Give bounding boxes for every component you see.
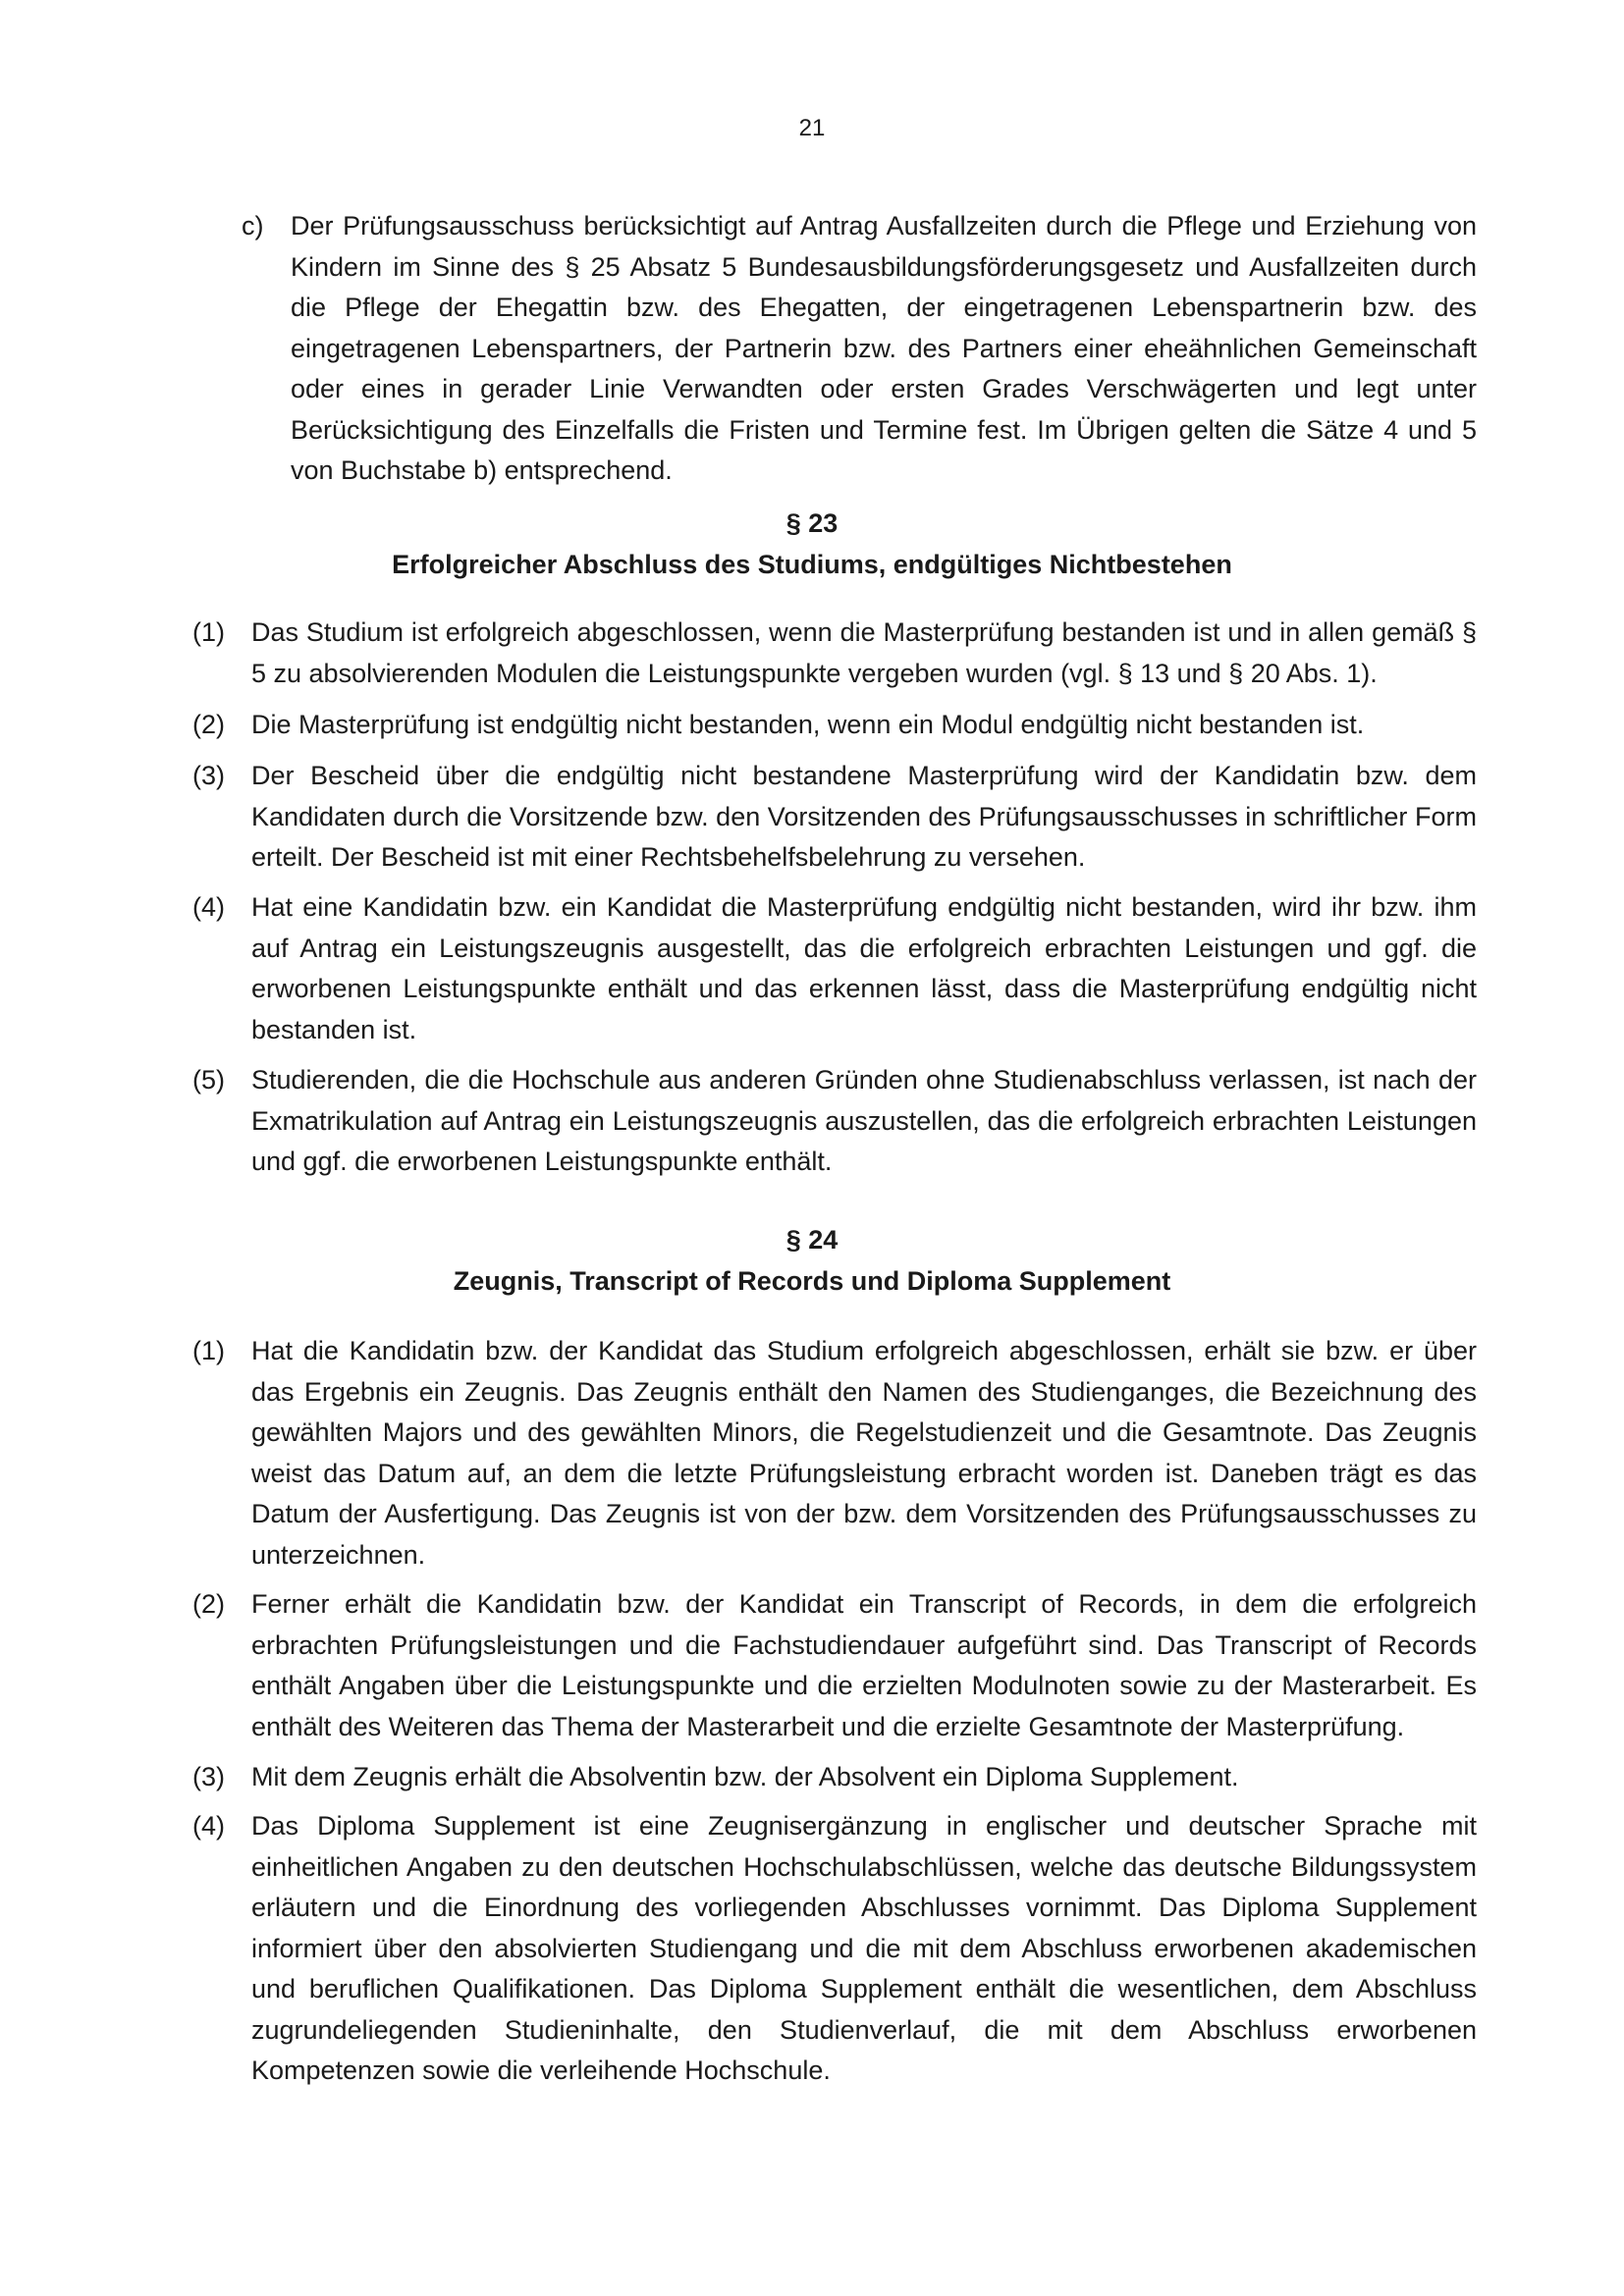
section-23-paragraph-4 [192,887,1477,1050]
section-23-number: § 23 [785,508,839,538]
paragraph-number: (4) [192,892,225,922]
paragraph-number: (5) [192,1065,225,1095]
section-24-paragraph-2 [192,1584,1477,1747]
list-item-c [242,206,1477,492]
list-marker: c) [242,211,264,240]
paragraph-number: (2) [192,710,225,739]
section-23-paragraph-1 [192,613,1477,694]
section-23-title: Erfolgreicher Abschluss des Studiums, endgültiges Nichtbestehen [392,550,1232,579]
list-item-text: Der Prüfungsausschuss berücksichtigt auf Antrag Ausfallzeiten durch die Pflege und Erziehung von Kindern im Sinne des § 25 Absatz 5 Bundesausbildungsförderungsgesetz und Ausfallzeiten durch die Pflege der Ehegattin bzw. des Ehegatten, der eingetragenen Lebenspartnerin bzw. des eingetragenen Lebenspartners, der Partnerin bzw. des Partners einer eheähnlichen Gemeinschaft oder eines in gerader Linie Verwandten oder ersten Grades Verschwägerten und legt unter Berücksichtigung des Einzelfalls die Fristen und Termine fest. Im Übrigen gelten die Sätze 4 und 5 von Buchstabe b) entsprechend. [291,211,1477,485]
paragraph-text: Ferner erhält die Kandidatin bzw. der Kandidat ein Transcript of Records, in dem die erfolgreich erbrachten Prüfungsleistungen und die Fachstudiendauer aufgeführt sind. Das Transcript of Records enthält Angaben über die Leistungspunkte und die erzielten Modulnoten sowie zu der Masterarbeit. Es enthält des Weiteren das Thema der Masterarbeit und die erzielte Gesamtnote der Masterprüfung. [251,1589,1477,1741]
paragraph-number: (1) [192,617,225,647]
paragraph-text: Das Studium ist erfolgreich abgeschlossen, wenn die Masterprüfung bestanden ist und in allen gemäß § 5 zu absolvierenden Modulen die Leistungspunkte vergeben wurden (vgl. § 13 und § 20 Abs. 1). [251,617,1477,688]
paragraph-number: (3) [192,761,225,790]
paragraph-text: Der Bescheid über die endgültig nicht bestandene Masterprüfung wird der Kandidatin bzw. dem Kandidaten durch die Vorsitzende bzw. den Vorsitzenden des Prüfungsausschusses in schriftlicher Form erteilt. Der Bescheid ist mit einer Rechtsbehelfsbelehrung zu versehen. [251,761,1477,872]
section-24-title: Zeugnis, Transcript of Records und Diploma Supplement [453,1266,1171,1296]
paragraph-text: Das Diploma Supplement ist eine Zeugnisergänzung in englischer und deutscher Sprache mit einheitlichen Angaben zu den deutschen Hochschulabschlüssen, welche das deutsche Bildungssystem erläutern und die Einordnung des vorliegenden Abschlusses vornimmt. Das Diploma Supplement informiert über den absolvierten Studiengang und die mit dem Abschluss erworbenen akademischen und beruflichen Qualifikationen. Das Diploma Supplement enthält die wesentlichen, dem Abschluss zugrundeliegenden Studieninhalte, den Studienverlauf, die mit dem Abschluss erworbenen Kompetenzen sowie die verleihende Hochschule. [251,1811,1477,2085]
paragraph-text: Hat die Kandidatin bzw. der Kandidat das Studium erfolgreich abgeschlossen, erhält sie bzw. er über das Ergebnis ein Zeugnis. Das Zeugnis enthält den Namen des Studienganges, die Bezeichnung des gewählten Majors und des gewählten Minors, die Regelstudienzeit und die Gesamtnote. Das Zeugnis weist das Datum auf, an dem die letzte Prüfungsleistung erbracht worden ist. Daneben trägt es das Datum der Ausfertigung. Das Zeugnis ist von der bzw. dem Vorsitzenden des Prüfungsausschusses zu unterzeichnen. [251,1336,1477,1570]
section-24-number: § 24 [785,1225,839,1255]
paragraph-text: Studierenden, die die Hochschule aus anderen Gründen ohne Studienabschluss verlassen, ist nach der Exmatrikulation auf Antrag ein Leistungszeugnis auszustellen, das die erfolgreich erbrachten Leistungen und ggf. die erworbenen Leistungspunkte enthält. [251,1065,1477,1176]
section-24-paragraph-4 [192,1806,1477,2092]
paragraph-number: (3) [192,1762,225,1791]
paragraph-number: (4) [192,1811,225,1841]
paragraph-number: (2) [192,1589,225,1619]
section-23-paragraph-5 [192,1060,1477,1183]
paragraph-number: (1) [192,1336,225,1365]
paragraph-text: Hat eine Kandidatin bzw. ein Kandidat die Masterprüfung endgültig nicht bestanden, wird ihr bzw. ihm auf Antrag ein Leistungszeugnis ausgestellt, das die erfolgreich erbrachten Leistungen und ggf. die erworbenen Leistungspunkte enthält und das erkennen lässt, dass die Masterprüfung endgültig nicht bestanden ist. [251,892,1477,1044]
section-24-paragraph-1 [192,1331,1477,1575]
section-23-paragraph-3 [192,756,1477,879]
section-24-paragraph-3 [192,1757,1477,1798]
section-23-paragraph-2 [192,705,1477,746]
page-number: 21 [798,115,826,141]
paragraph-text: Mit dem Zeugnis erhält die Absolventin bzw. der Absolvent ein Diploma Supplement. [251,1762,1239,1791]
paragraph-text: Die Masterprüfung ist endgültig nicht bestanden, wenn ein Modul endgültig nicht bestanden ist. [251,710,1365,739]
